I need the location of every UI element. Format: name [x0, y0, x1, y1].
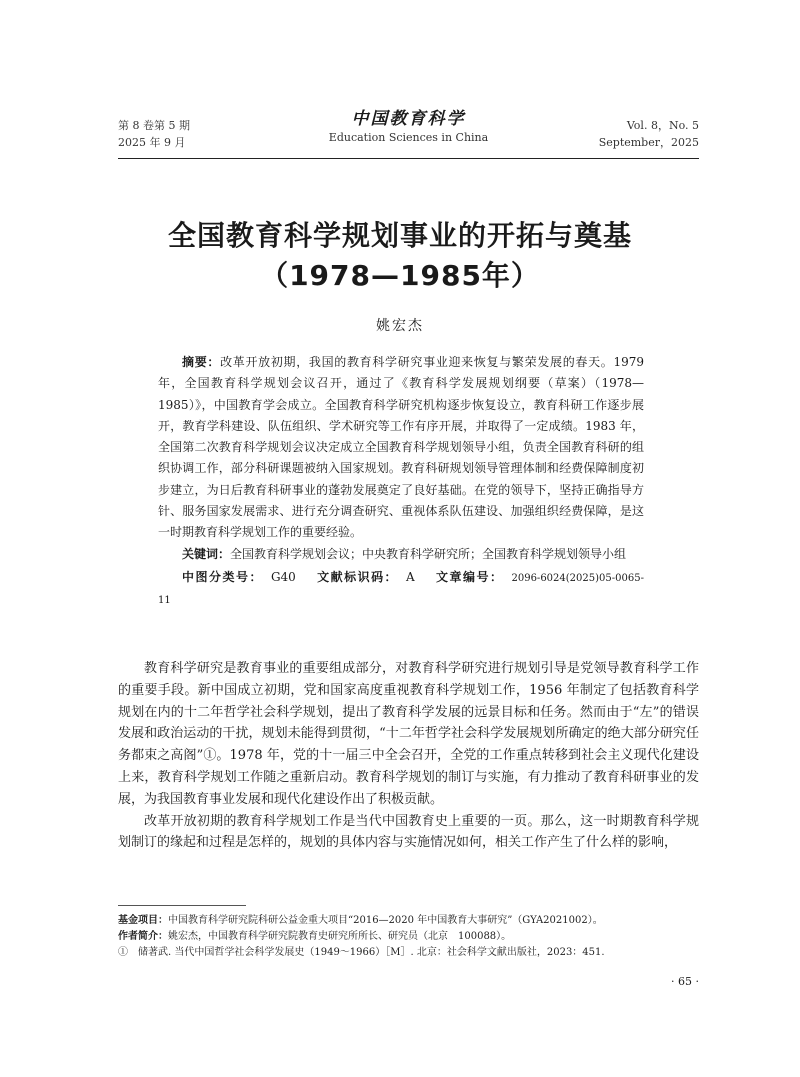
issue-date-cn: 2025 年 9 月: [118, 136, 186, 149]
issue-date-en: September，2025: [598, 136, 699, 149]
header-divider: [118, 158, 699, 159]
fund-note: [118, 913, 699, 929]
body-paragraph-2: 改革开放初期的教育科学规划工作是当代中国教育史上重要的一页。那么，这一时期教育科学规划制订的缘起和过程是怎样的，规划的具体内容与实施情况如何，相关工作产生了什么样的影响，: [118, 813, 699, 851]
author-info-label: 作者简介：: [118, 931, 168, 942]
running-header: [118, 108, 699, 158]
doc-code-label: 文献标识码：: [317, 569, 399, 584]
volume-en: Vol. 8，No. 5: [626, 119, 699, 132]
keywords-label: 关键词：: [182, 546, 231, 561]
title-line-2: （1978—1985年）: [260, 259, 540, 292]
article-no-label: 文章编号：: [436, 569, 504, 584]
author-info-text: 姚宏杰，中国教育科学研究院教育史研究所所长、研究员（北京 100088）。: [168, 931, 512, 942]
keywords-text: 全国教育科学规划会议；中央教育科学研究所；全国教育科学规划领导小组: [230, 546, 627, 561]
volume-issue: 第 8 卷第 5 期: [118, 119, 190, 132]
doc-code-value: A: [406, 569, 415, 584]
reference-note-1: ① 储著武. 当代中国哲学社会科学发展史（1949～1966）［M］. 北京：社会科学文献出版社，2023：451.: [118, 947, 605, 958]
header-right: [599, 117, 699, 151]
article-author: 姚宏杰: [376, 318, 424, 334]
abstract-paragraph: [158, 352, 644, 544]
abstract-label: 摘要：: [182, 355, 221, 369]
article-title: [0, 216, 800, 296]
title-line-1: 全国教育科学规划事业的开拓与奠基: [167, 219, 632, 252]
clc-value: G40: [270, 569, 296, 584]
fund-text: 中国教育科学研究院科研公益金重大项目“2016—2020 年中国教育大事研究”（GYA2021002）。: [168, 915, 603, 926]
abstract-text: 改革开放初期，我国的教育科学研究事业迎来恢复与繁荣发展的春天。1979 年，全国教育科学规划会议召开，通过了《教育科学发展规划纲要（草案）（1978—1985）》，中国教育学会成立。全国教育科学研究机构逐步恢复设立，教育科研工作逐步展开，教育学科建设、队伍组织、学术研究等工作有序开展，并取得了一定成绩。1983 年，全国第二次教育科学规划会议决定成立全国教育科学规划领导小组，负责全国教育科研的组织协调工作，部分科研课题被纳入国家规划。教育科研规划领导管理体制和经费保障制度初步建立，为日后教育科研事业的蓬勃发展奠定了良好基础。在党的领导下，坚持正确指导方针、服务国家发展需求、进行充分调查研究、重视体系队伍建设、加强组织经费保障，是这一时期教育科学规划工作的重要经验。: [158, 355, 644, 540]
journal-name-en: Education Sciences in China: [328, 131, 489, 144]
article-no-value: 2096-6024(2025)05-0065-11: [158, 572, 644, 607]
page-number: · 65 ·: [671, 975, 699, 988]
body-text: [118, 658, 699, 854]
clc-label: 中图分类号：: [182, 569, 263, 584]
footnotes: [118, 913, 699, 961]
keywords-paragraph: [158, 544, 644, 565]
body-paragraph-1: 教育科学研究是教育事业的重要组成部分，对教育科学研究进行规划引导是党领导教育科学工作的重要手段。新中国成立初期，党和国家高度重视教育科学规划工作，1956 年制定了包括教育科学规划在内的十二年哲学社会科学规划，提出了教育科学发展的远景目标和任务。然而由于“左”的错误发展和政治运动的干扰，规划未能得到贯彻，“十二年哲学社会科学发展规划所确定的绝大部分研究任务都束之高阁”①。1978 年，党的十一届三中全会召开，全党的工作重点转移到社会主义现代化建设上来，教育科学规划工作随之重新启动。教育科学规划的制订与实施，有力推动了教育科研事业的发展，为我国教育事业发展和现代化建设作出了积极贡献。: [118, 661, 699, 807]
journal-name-cn: 中国教育科学: [351, 109, 466, 129]
fund-label: 基金项目：: [118, 915, 168, 926]
author-note: [118, 929, 699, 945]
classification-line: [158, 567, 644, 612]
abstract-block: [158, 352, 644, 612]
footnote-divider: [118, 905, 246, 906]
